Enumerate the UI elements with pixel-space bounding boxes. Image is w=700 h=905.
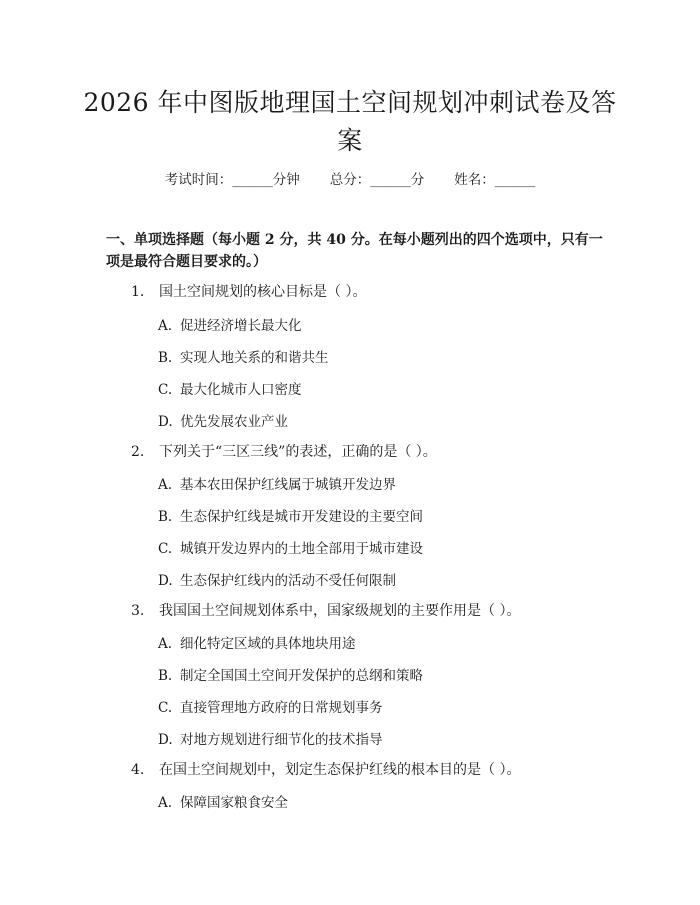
question-1-option-a (158, 314, 302, 334)
question-1-option-c (158, 378, 302, 398)
student-name-field: 姓名：______ (454, 172, 536, 188)
option-letter: D. (158, 732, 173, 748)
option-letter: C. (158, 700, 173, 716)
question-text: 我国国土空间规划体系中，国家级规划的主要作用是（ ）。 (159, 603, 521, 619)
question-3-option-c (158, 696, 383, 716)
question-4-option-a (158, 791, 288, 811)
question-text: 在国土空间规划中，划定生态保护红线的根本目的是（ ）。 (159, 762, 521, 778)
option-text: 促进经济增长最大化 (180, 318, 302, 334)
option-text: 保障国家粮食安全 (180, 795, 288, 811)
option-text: 优先发展农业产业 (180, 414, 288, 430)
option-letter: A. (158, 636, 173, 652)
exam-time-field: 考试时间：______分钟 (164, 172, 300, 188)
question-1-option-d (158, 410, 288, 430)
question-1-stem (131, 281, 366, 301)
question-2-option-c (158, 537, 423, 557)
option-letter: A. (158, 318, 173, 334)
option-text: 城镇开发边界内的土地全部用于城市建设 (180, 541, 423, 557)
option-text: 基本农田保护红线属于城镇开发边界 (180, 477, 396, 493)
question-2-option-b (158, 505, 423, 525)
total-score-field: 总分：______分 (329, 172, 425, 188)
option-text: 制定全国国土空间开发保护的总纲和策略 (180, 668, 423, 684)
question-text: 下列关于“三区三线”的表述，正确的是（ ）。 (159, 444, 437, 460)
question-number: 1. (131, 284, 145, 300)
option-letter: D. (158, 573, 173, 589)
question-2-stem (131, 441, 437, 461)
option-text: 生态保护红线是城市开发建设的主要空间 (180, 509, 423, 525)
option-letter: C. (158, 541, 173, 557)
option-text: 实现人地关系的和谐共生 (180, 350, 329, 366)
question-number: 2. (131, 444, 145, 460)
option-text: 最大化城市人口密度 (180, 382, 302, 398)
option-letter: C. (158, 382, 173, 398)
question-3-option-a (158, 632, 356, 652)
question-1-option-b (158, 346, 329, 366)
question-3-option-d (158, 728, 383, 748)
question-number: 3. (131, 603, 145, 619)
exam-info-line (0, 168, 700, 188)
question-text: 国土空间规划的核心目标是（ ）。 (159, 284, 367, 300)
option-letter: B. (158, 668, 173, 684)
document-title: 2026 年中图版地理国土空间规划冲刺试卷及答案 (83, 88, 617, 155)
question-number: 4. (131, 762, 145, 778)
question-4-stem (131, 759, 520, 779)
question-2-option-a (158, 473, 396, 493)
option-letter: A. (158, 477, 173, 493)
question-3-stem (131, 600, 520, 620)
option-text: 对地方规划进行细节化的技术指导 (180, 732, 383, 748)
option-text: 细化特定区域的具体地块用途 (180, 636, 356, 652)
section-heading-single-choice: 一、单项选择题（每小题 2 分，共 40 分。在每小题列出的四个选项中，只有一项是最符合题目要求的。） (106, 232, 603, 270)
question-3-option-b (158, 664, 423, 684)
option-text: 直接管理地方政府的日常规划事务 (180, 700, 383, 716)
question-2-option-d (158, 569, 396, 589)
option-text: 生态保护红线内的活动不受任何限制 (180, 573, 396, 589)
option-letter: B. (158, 509, 173, 525)
option-letter: B. (158, 350, 173, 366)
option-letter: A. (158, 795, 173, 811)
option-letter: D. (158, 414, 173, 430)
